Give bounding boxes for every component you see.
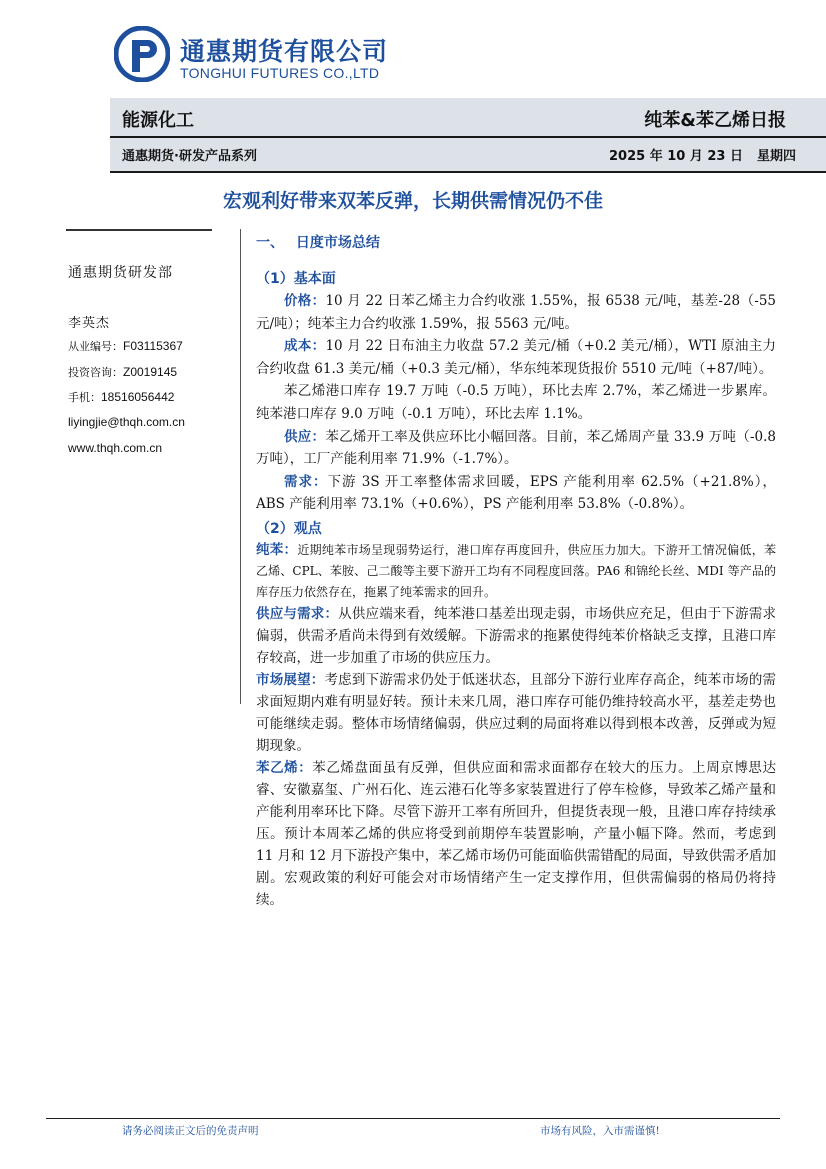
outlook-paragraph (256, 669, 776, 757)
supply-label: 供应： (284, 428, 326, 445)
cost-label: 成本： (284, 338, 326, 355)
styrene-paragraph (256, 757, 776, 911)
consult-number (68, 364, 177, 380)
benzene-label: 纯苯： (256, 541, 298, 558)
series-label: 通惠期货·研发产品系列 (122, 149, 257, 164)
cost-text: 10 月 22 日布油主力收盘 57.2 美元/桶（+0.2 美元/桶），WTI 原油主力合约收盘 61.3 美元/桶（+0.3 美元/桶），华东纯苯现货报价 5510 元/吨（+87/吨）。 (256, 338, 777, 377)
report-date (609, 145, 796, 164)
sector-label: 能源化工 (122, 110, 194, 131)
supply-paragraph (256, 426, 776, 471)
report-name: 纯苯&苯乙烯日报 (644, 110, 786, 131)
email-link[interactable]: liyingjie@thqh.com.cn (68, 415, 185, 429)
research-dept: 通惠期货研发部 (68, 265, 173, 281)
phone-number (68, 389, 174, 405)
outlook-text: 考虑到下游需求仍处于低迷状态，且部分下游行业库存高企，纯苯市场的需求面短期内难有明显好转。预计未来几周，港口库存可能仍维持较高水平，基差走势也可能继续走弱。整体市场情绪偏弱，供应过剩的局面将难以得到根本改善，反弹或为短期现象。 (256, 671, 777, 754)
company-name-cn: 通惠期货有限公司 (180, 37, 389, 66)
styrene-text: 苯乙烯盘面虽有反弹，但供应面和需求面都存在较大的压力。上周京博思达睿、安徽嘉玺、广州石化、连云港石化等多家装置进行了停车检修，导致苯乙烯产量和产能利用率环比下降。尽管下游开工率有所回升，但提货表现一般，且港口库存持续承压。预计本周苯乙烯的供应将受到前期停车装置影响，产量小幅下降。然而，考虑到 11 月和 12 月下游投产集中，苯乙烯市场仍可能面临供需错配的局面，导致供需矛盾加剧。宏观政策的利好可能会对市场情绪产生一定支撑作用，但供需偏弱的格局仍将持续。 (256, 759, 777, 908)
price-label: 价格： (284, 293, 326, 309)
sidebar-divider (240, 229, 241, 704)
disclaimer-note[interactable]: 请务必阅读正文后的免责声明 (122, 1125, 259, 1137)
price-text: 10 月 22 日苯乙烯主力合约收涨 1.55%，报 6538 元/吨，基差-28（-55 元/吨）；纯苯主力合约收涨 1.59%，报 5563 元/吨。 (256, 293, 777, 332)
contact-key: 手机： (68, 391, 101, 404)
benzene-paragraph (256, 540, 776, 603)
price-paragraph (256, 290, 776, 335)
footer-rule (46, 1118, 780, 1119)
outlook-label: 市场展望： (256, 671, 325, 688)
demand-label: 需求： (284, 473, 328, 490)
supply-text: 苯乙烯开工率及供应环比小幅回落。目前，苯乙烯周产量 33.9 万吨（-0.8 万吨），工厂产能利用率 71.9%（-1.7%）。 (256, 428, 777, 468)
demand-text: 下游 3S 开工率整体需求回暖，EPS 产能利用率 62.5%（+21.8%），ABS 产能利用率 73.1%（+0.6%），PS 产能利用率 53.8%（-0.8%）。 (256, 473, 776, 513)
contact-value: 18516056442 (101, 390, 175, 404)
header-bottom-rule (110, 171, 826, 173)
contact-key: 投资咨询： (68, 366, 123, 379)
section-heading: 一、 日度市场总结 (256, 235, 380, 251)
weekday-text: 星期四 (756, 149, 796, 164)
company-name-en: TONGHUI FUTURES CO.,LTD (180, 65, 380, 81)
inventory-paragraph: 苯乙烯港口库存 19.7 万吨（-0.5 万吨），环比去库 2.7%，苯乙烯进一步累库。纯苯港口库存 9.0 万吨（-0.1 万吨），环比去库 1.1%。 (256, 383, 776, 422)
supply-demand-paragraph (256, 603, 776, 669)
demand-paragraph (256, 471, 776, 516)
website-link[interactable]: www.thqh.com.cn (68, 441, 163, 455)
styrene-label: 苯乙烯： (256, 759, 313, 776)
page-title: 宏观利好带来双苯反弹，长期供需情况仍不佳 (222, 190, 603, 212)
subsection-views: （2）观点 (256, 520, 322, 537)
cost-paragraph (256, 335, 776, 380)
contact-value: F03115367 (123, 339, 183, 353)
header-divider (110, 136, 826, 138)
supply-demand-text: 从供应端来看，纯苯港口基差出现走弱，市场供应充足，但由于下游需求偏弱，供需矛盾尚未得到有效缓解。下游需求的拖累使得纯苯价格缺乏支撑，且港口库存较高，进一步加重了市场的供应压力。 (256, 605, 777, 666)
analyst-name: 李英杰 (68, 316, 111, 331)
benzene-text: 近期纯苯市场呈现弱势运行，港口库存再度回升，供应压力加大。下游开工情况偏低，苯乙烯、CPL、苯胺、己二酸等主要下游开工均有不同程度回落。PA6 和锦纶长丝、MDI 等产品的库存压力依然存在，拖累了纯苯需求的回升。 (256, 542, 776, 599)
date-text: 2025 年 10 月 23 日 (608, 149, 743, 164)
contact-value: Z0019145 (123, 365, 178, 379)
supply-demand-label: 供应与需求： (256, 605, 339, 622)
main-content (256, 232, 776, 911)
subsection-fundamentals: （1）基本面 (256, 271, 336, 287)
risk-note: 市场有风险，入市需谨慎! (540, 1125, 660, 1137)
tonghui-logo-icon (114, 26, 170, 82)
contact-key: 从业编号： (68, 340, 123, 353)
license-number (68, 338, 183, 354)
sidebar-top-rule (66, 229, 212, 231)
